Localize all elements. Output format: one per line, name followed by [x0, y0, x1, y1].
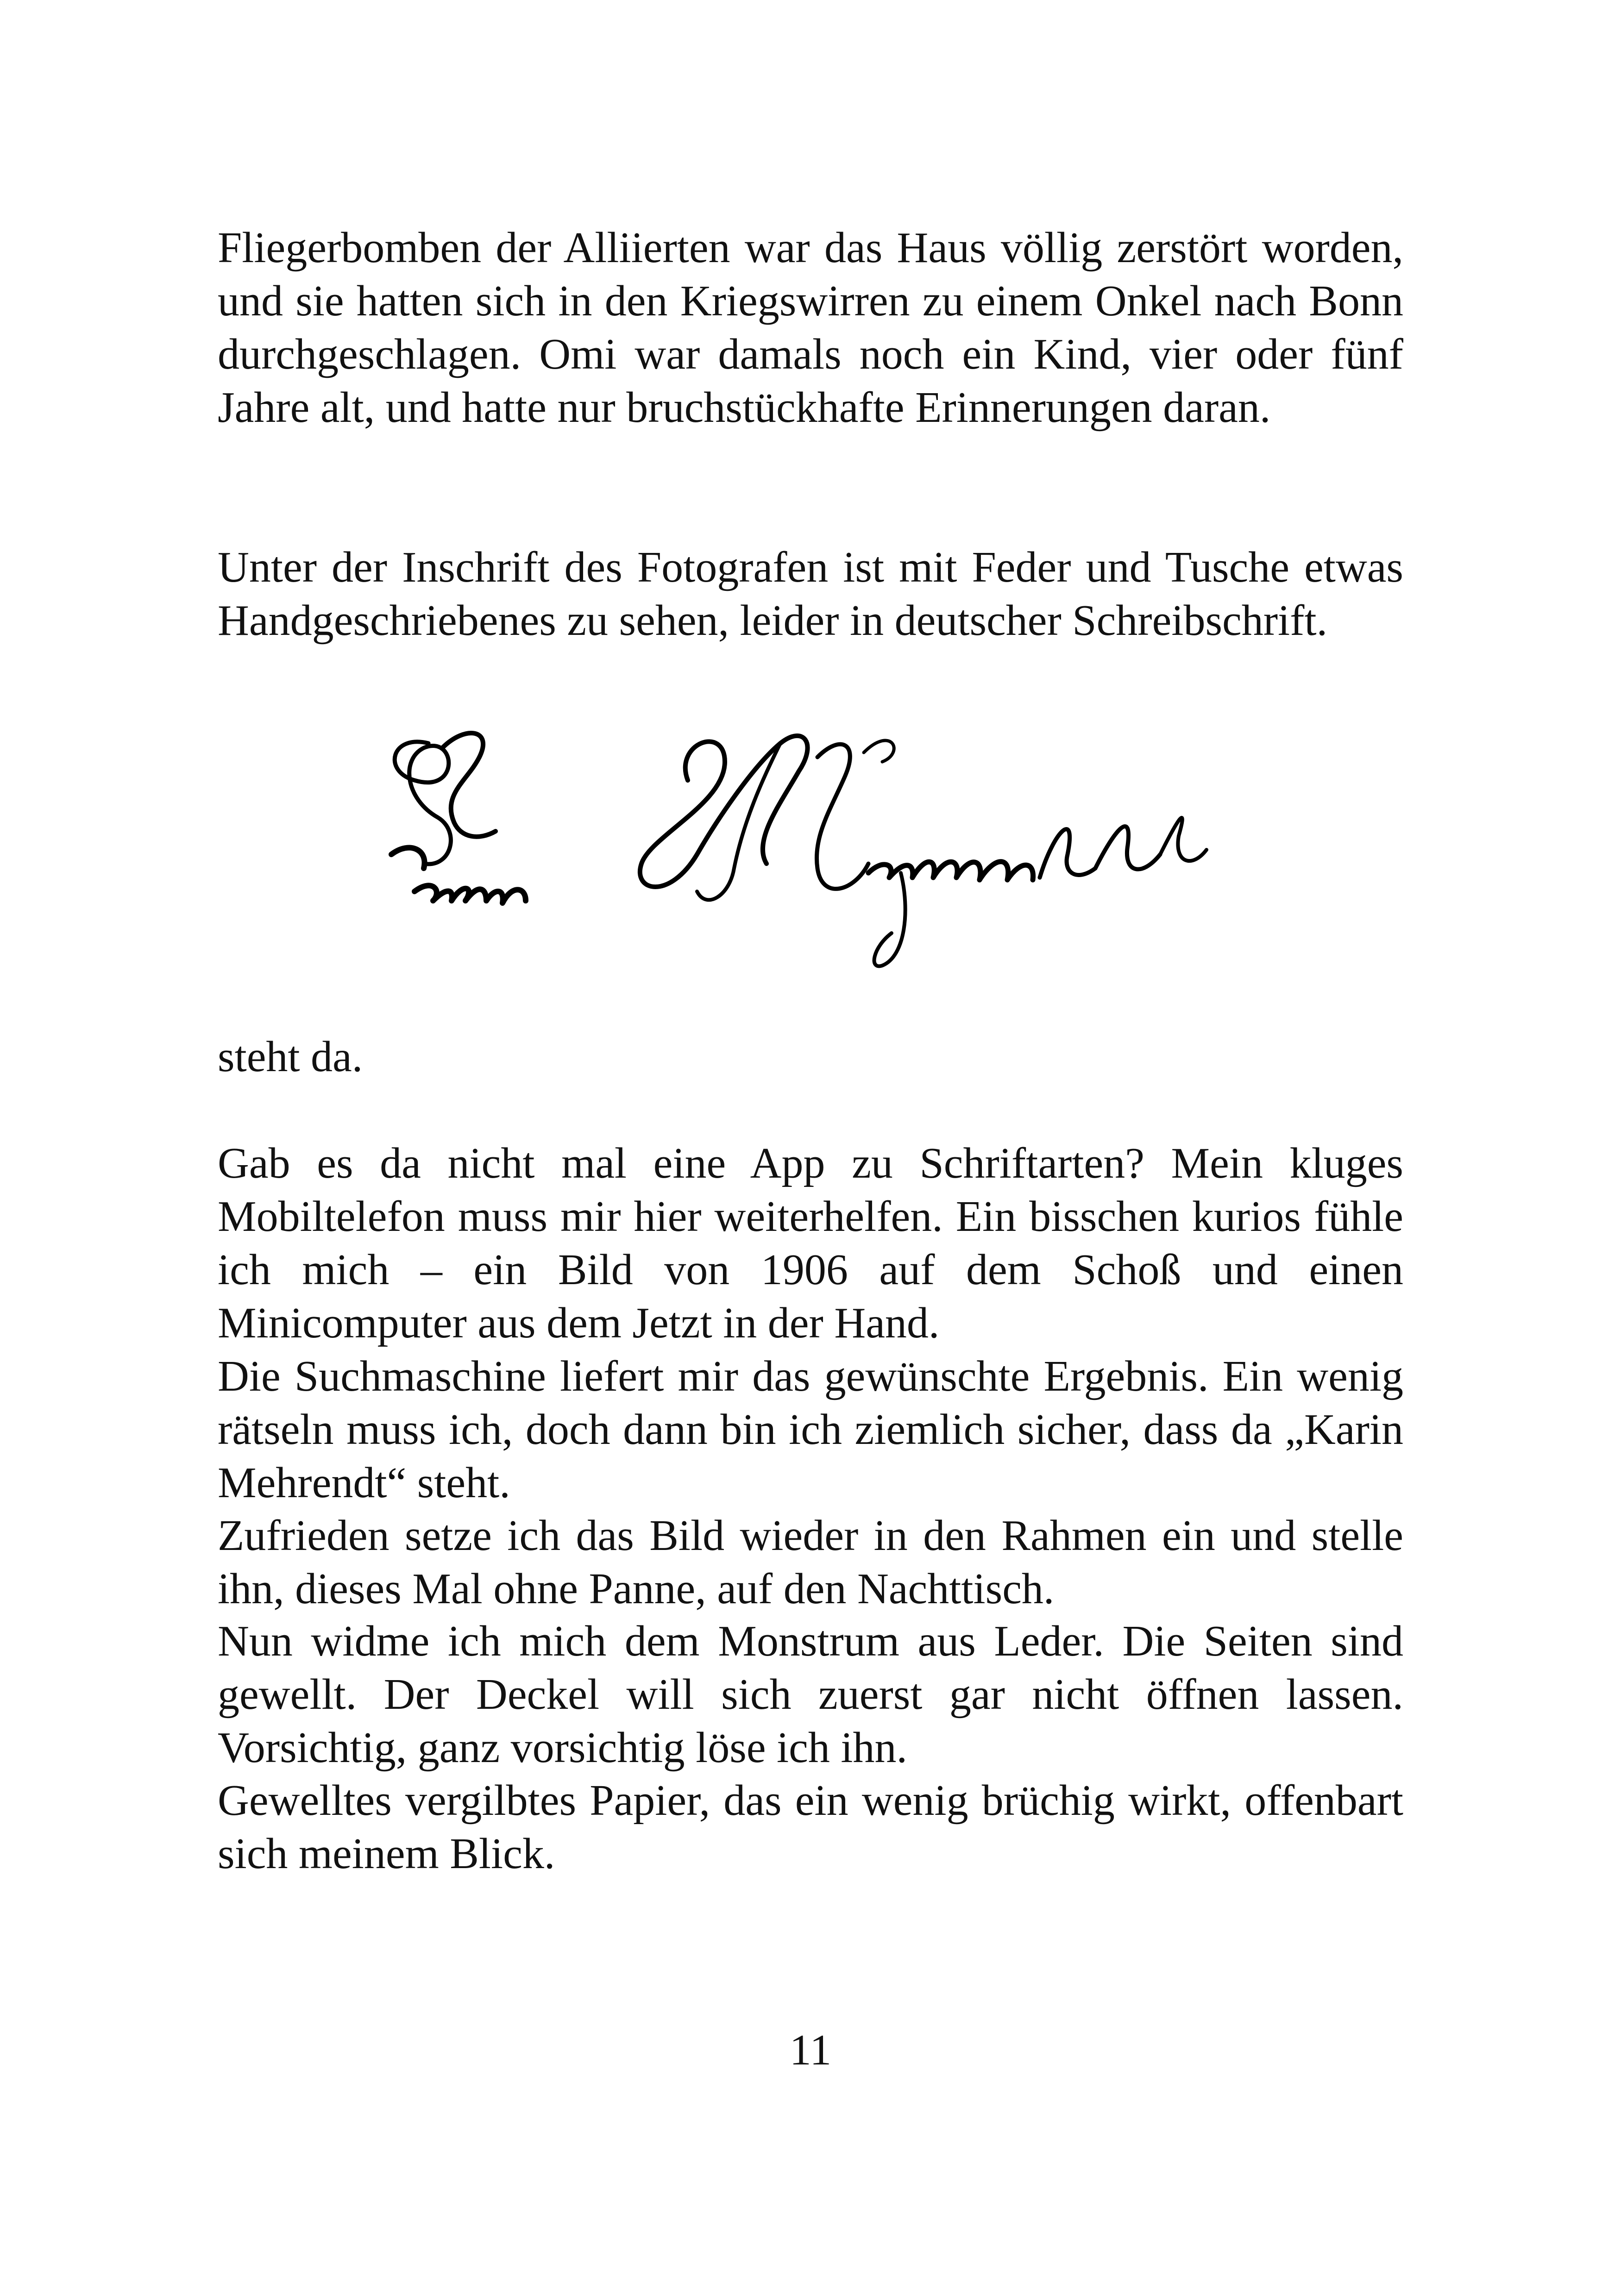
- paragraph-1: Fliegerbomben der Alliierten war das Haus völlig zerstört worden, und sie hatten sich in den Kriegswirren zu einem Onkel nach Bonn durchgeschlagen. Omi war damals noch ein Kind, vier oder fünf Jahre alt, und hatte nur bruchstückhafte Erinnerungen daran.: [218, 224, 1403, 432]
- paragraph-4: Gab es da nicht mal eine App zu Schriftarten? Mein kluges Mobiltelefon muss mir hier weiterhelfen. Ein bisschen kurios fühle ich mich – ein Bild von 1906 auf dem Schoß und einen Minicomputer aus dem Jetzt in der Hand.: [218, 1139, 1403, 1347]
- paragraph-2: Unter der Inschrift des Fotografen ist mit Feder und Tusche etwas Handgeschriebenes zu sehen, leider in deutscher Schreibschrift.: [218, 543, 1403, 645]
- handwritten-signature-icon: [373, 715, 1253, 1012]
- paragraph-6: Zufrieden setze ich das Bild wieder in den Rahmen ein und stelle ihn, dieses Mal ohne Panne, auf den Nachttisch.: [218, 1512, 1403, 1613]
- paragraph-7: Nun widme ich mich dem Monstrum aus Leder. Die Seiten sind gewellt. Der Deckel will sich zuerst gar nicht öffnen lassen. Vorsichtig, ganz vorsichtig löse ich ihn.: [218, 1617, 1403, 1772]
- paragraph-3: steht da.: [218, 1033, 363, 1081]
- page-number: 11: [789, 2026, 832, 2074]
- paragraph-5: Die Suchmaschine liefert mir das gewünschte Ergebnis. Ein wenig rätseln muss ich, doch dann bin ich ziemlich sicher, dass da „Karin Mehrendt“ steht.: [218, 1352, 1403, 1507]
- paragraph-8: Gewelltes vergilbtes Papier, das ein wenig brüchig wirkt, offenbart sich meinem Blick.: [218, 1776, 1403, 1878]
